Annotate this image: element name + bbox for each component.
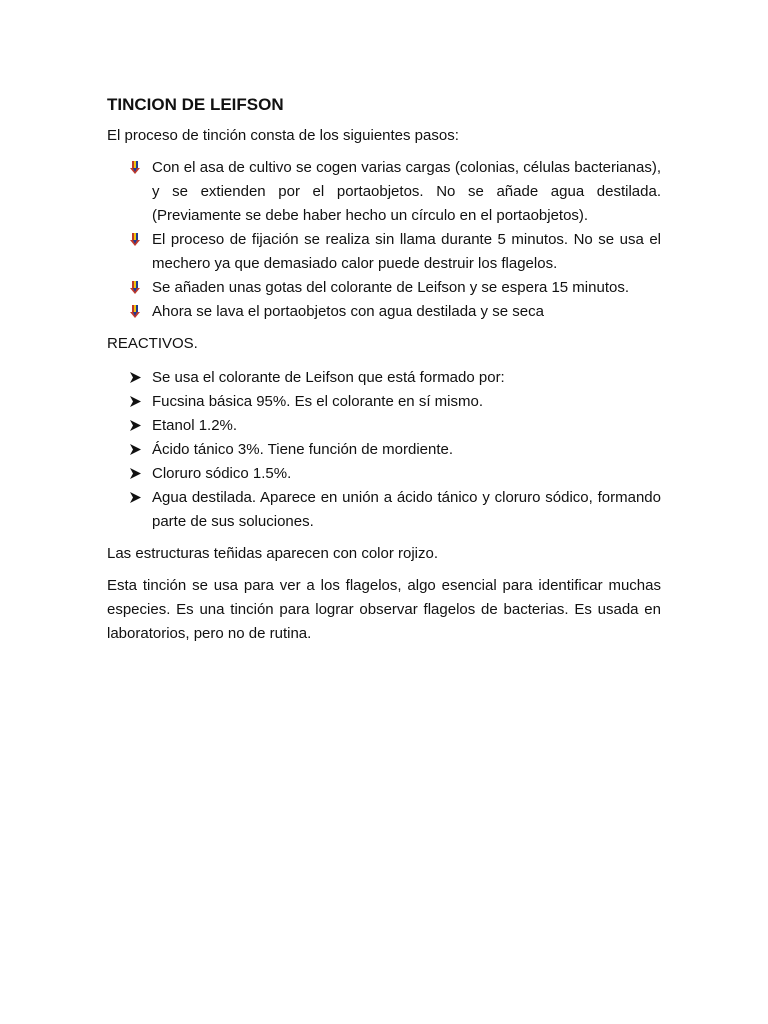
down-arrow-icon <box>129 281 141 295</box>
list-item <box>107 366 661 390</box>
down-arrow-icon <box>129 161 141 175</box>
list-item <box>107 276 661 300</box>
reactives-list <box>107 366 661 534</box>
page-title: TINCION DE LEIFSON <box>107 95 284 114</box>
list-item <box>107 156 661 228</box>
reactive-text: Ácido tánico 3%. Tiene función de mordiente. <box>152 441 454 458</box>
step-text: Con el asa de cultivo se cogen varias cargas (colonias, células bacterianas), y se extienden por el portaobjetos. No se añade agua destilada. (Previamente se debe haber hecho un círculo en el portaobjetos). <box>152 159 661 224</box>
chevron-right-icon <box>129 419 142 432</box>
chevron-right-icon <box>129 443 142 456</box>
steps-list <box>107 156 661 324</box>
step-text: Se añaden unas gotas del colorante de Leifson y se espera 15 minutos. <box>152 279 629 296</box>
reactive-text: Fucsina básica 95%. Es el colorante en sí mismo. <box>152 393 483 410</box>
chevron-right-icon <box>129 467 142 480</box>
step-text: Ahora se lava el portaobjetos con agua destilada y se seca <box>152 303 544 320</box>
list-item <box>107 486 661 534</box>
reactives-heading: REACTIVOS. <box>107 335 198 352</box>
reactive-text: Etanol 1.2%. <box>152 417 238 434</box>
chevron-right-icon <box>129 491 142 504</box>
list-item <box>107 438 661 462</box>
chevron-right-icon <box>129 395 142 408</box>
stained-note: Las estructuras teñidas aparecen con color rojizo. <box>107 545 439 562</box>
step-text: El proceso de fijación se realiza sin llama durante 5 minutos. No se usa el mechero ya que demasiado calor puede destruir los flagelos. <box>152 231 661 272</box>
list-item <box>107 414 661 438</box>
closing-paragraph: Esta tinción se usa para ver a los flagelos, algo esencial para identificar muchas especies. Es una tinción para lograr observar flagelos de bacterias. Es usada en laboratorios, pero no de rutina. <box>107 577 661 642</box>
down-arrow-icon <box>129 233 141 247</box>
down-arrow-icon <box>129 305 141 319</box>
chevron-right-icon <box>129 371 142 384</box>
list-item <box>107 300 661 324</box>
reactive-text: Se usa el colorante de Leifson que está formado por: <box>152 369 505 386</box>
reactive-text: Agua destilada. Aparece en unión a ácido tánico y cloruro sódico, formando parte de sus soluciones. <box>152 489 661 530</box>
list-item <box>107 228 661 276</box>
intro-paragraph: El proceso de tinción consta de los siguientes pasos: <box>107 127 459 144</box>
list-item <box>107 462 661 486</box>
reactive-text: Cloruro sódico 1.5%. <box>152 465 292 482</box>
document-page <box>107 92 661 654</box>
list-item <box>107 390 661 414</box>
